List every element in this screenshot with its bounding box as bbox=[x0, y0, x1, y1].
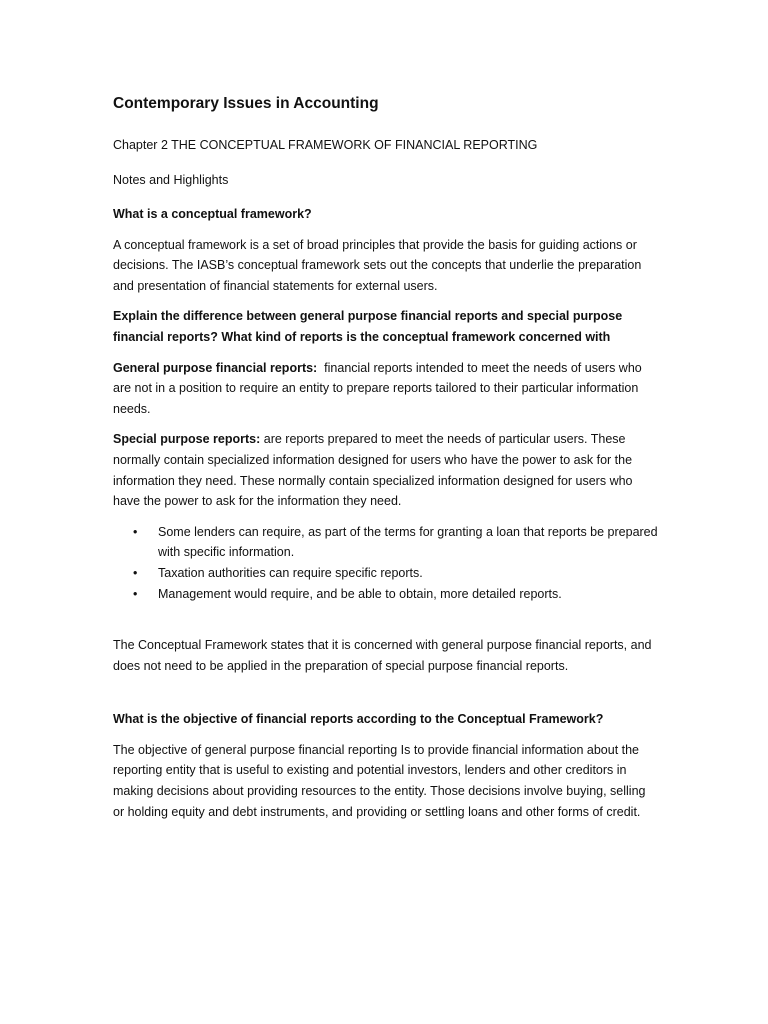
answer-conceptual-framework: A conceptual framework is a set of broad principles that provide the basis for guiding actions or decisions. The IASB’s conceptual framework sets out the concepts that underlie the preparation and presentation of financial statements for external users. bbox=[113, 237, 642, 293]
question-report-types: Explain the difference between general purpose financial reports and special purpose financial reports? What kind of reports is the conceptual framework concerned with bbox=[113, 309, 623, 344]
list-item bbox=[113, 584, 658, 605]
list-item bbox=[113, 563, 658, 584]
list-item-text: Some lenders can require, as part of the terms for granting a loan that reports be prepared with specific information. bbox=[158, 524, 658, 560]
bullet-icon: • bbox=[133, 586, 138, 601]
chapter-heading: Chapter 2 THE CONCEPTUAL FRAMEWORK OF FINANCIAL REPORTING bbox=[113, 138, 538, 152]
document-title: Contemporary Issues in Accounting bbox=[113, 95, 379, 112]
document-page bbox=[113, 93, 658, 832]
framework-statement: The Conceptual Framework states that it is concerned with general purpose financial reports, and does not need to be applied in the preparation of special purpose financial reports. bbox=[113, 638, 652, 673]
question-conceptual-framework: What is a conceptual framework? bbox=[113, 207, 312, 221]
spacer bbox=[113, 614, 658, 635]
list-item bbox=[113, 522, 658, 563]
general-purpose-label: General purpose financial reports: bbox=[113, 360, 318, 375]
list-item-text: Management would require, and be able to obtain, more detailed reports. bbox=[158, 586, 562, 601]
general-purpose-paragraph bbox=[113, 358, 658, 420]
list-item-text: Taxation authorities can require specific reports. bbox=[158, 565, 423, 580]
special-purpose-label: Special purpose reports: bbox=[113, 432, 261, 447]
bullet-icon: • bbox=[133, 565, 138, 580]
notes-heading: Notes and Highlights bbox=[113, 173, 229, 187]
general-purpose-text: financial reports intended to meet the needs of users who are not in a position to require an entity to prepare reports tailored to their particular information needs. bbox=[113, 360, 646, 416]
question-objective: What is the objective of financial reports according to the Conceptual Framework? bbox=[113, 712, 604, 727]
bullet-icon: • bbox=[133, 524, 138, 539]
special-purpose-paragraph bbox=[113, 429, 658, 511]
spacer bbox=[113, 686, 658, 709]
bullet-list bbox=[113, 522, 658, 604]
answer-objective: The objective of general purpose financial reporting Is to provide financial information about the reporting entity that is useful to existing and potential investors, lenders and other creditors in making decisions about providing resources to the entity. Those decisions involve buying, selling or holding equity and debt instruments, and providing or settling loans and other forms of credit. bbox=[113, 742, 646, 819]
special-purpose-text: are reports prepared to meet the needs of particular users. These normally contain specialized information designed for users who have the power to ask for the information they need. These normally contain specialized information designed for users who have the power to ask for the information they need. bbox=[113, 432, 636, 509]
